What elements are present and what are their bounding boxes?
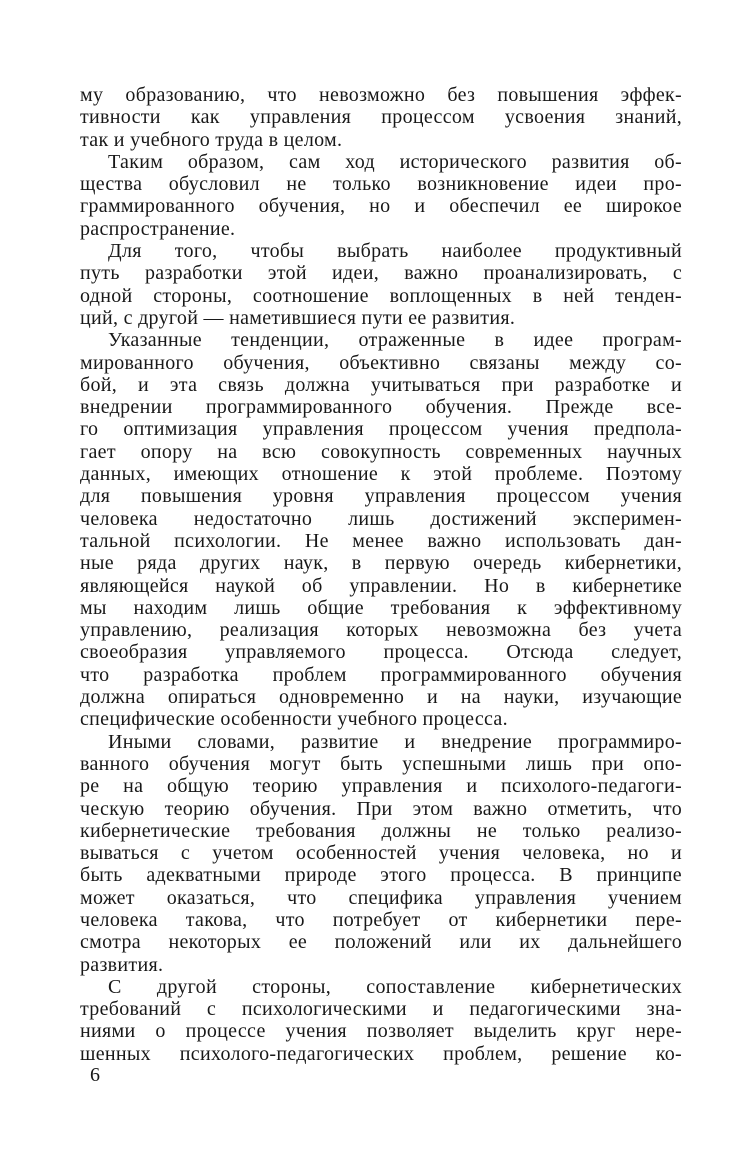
text-line: тивности как управления процессом усвоения знаний, — [80, 106, 682, 129]
text-line: данных, имеющих отношение к этой проблеме. Поэтому — [80, 463, 682, 486]
paragraph — [80, 151, 682, 240]
text-line: ческую теорию обучения. При этом важно отметить, что — [80, 797, 682, 820]
text-line: ций, с другой — наметившиеся пути ее развития. — [80, 306, 516, 329]
text-line: смотра некоторых ее положений или их дальнейшего — [80, 931, 682, 954]
text-line: для повышения уровня управления процессом учения — [80, 485, 682, 508]
text-line: должна опираться одновременно и на науки, изучающие — [80, 686, 682, 709]
text-line: ные ряда других наук, в первую очередь кибернетики, — [80, 552, 682, 575]
text-line: гает опору на всю совокупность современных научных — [80, 440, 682, 463]
text-line: специфические особенности учебного процесса. — [80, 708, 508, 731]
text-line: ниями о процессе учения позволяет выделить круг нере- — [80, 1020, 682, 1043]
text-line: мированного обучения, объективно связаны между со- — [80, 351, 682, 374]
text-line: Указанные тенденции, отраженные в идее програм- — [108, 329, 682, 352]
text-line: распространение. — [80, 217, 236, 240]
text-line: внедрении программированного обучения. Прежде все- — [80, 396, 682, 419]
text-line: человека недостаточно лишь достижений эксперимен- — [80, 507, 682, 530]
text-line: человека такова, что потребует от кибернетики пере- — [80, 908, 682, 931]
text-line: Иными словами, развитие и внедрение программиро- — [108, 730, 682, 753]
text-line: шенных психолого-педагогических проблем, решение ко- — [80, 1042, 682, 1065]
text-line: одной стороны, соотношение воплощенных в ней тенден- — [80, 284, 682, 307]
text-line: му образованию, что невозможно без повышения эффек- — [80, 84, 682, 106]
text-line: управлению, реализация которых невозможна без учета — [80, 619, 682, 642]
paragraph — [80, 329, 682, 730]
text-line: бой, и эта связь должна учитываться при разработке и — [80, 373, 682, 396]
text-line: С другой стороны, сопоставление кибернетических — [108, 975, 682, 998]
text-line: вываться с учетом особенностей учения человека, но и — [80, 842, 682, 865]
paragraph — [80, 976, 682, 1065]
text-line: Для того, чтобы выбрать наиболее продуктивный — [108, 240, 682, 263]
paragraph — [80, 240, 682, 329]
text-block — [80, 84, 682, 1065]
text-line: путь разработки этой идеи, важно проанализировать, с — [80, 262, 682, 285]
text-line: быть адекватными природе этого процесса. В принципе — [80, 864, 682, 887]
page-number: 6 — [90, 1064, 100, 1086]
text-line: ре на общую теорию управления и психолого-педагоги- — [80, 775, 682, 798]
text-line: ванного обучения могут быть успешными лишь при опо- — [80, 752, 682, 775]
text-line: мы находим лишь общие требования к эффективному — [80, 596, 682, 619]
text-line: может оказаться, что специфика управления учением — [80, 886, 682, 909]
paragraph — [80, 731, 682, 976]
text-line: го оптимизация управления процессом учения предпола- — [80, 418, 682, 441]
paragraph — [80, 84, 682, 151]
text-line: тальной психологии. Не менее важно использовать дан- — [80, 529, 682, 552]
text-line: так и учебного труда в целом. — [80, 128, 343, 151]
text-line: своеобразия управляемого процесса. Отсюда следует, — [80, 641, 682, 664]
text-line: являющейся наукой об управлении. Но в кибернетике — [80, 574, 682, 597]
text-line: граммированного обучения, но и обеспечил ее широкое — [80, 195, 682, 218]
text-line: развития. — [80, 953, 164, 976]
text-line: Таким образом, сам ход исторического развития об- — [108, 150, 682, 173]
text-line: кибернетические требования должны не только реализо- — [80, 819, 682, 842]
text-line: что разработка проблем программированного обучения — [80, 663, 682, 686]
text-line: щества обусловил не только возникновение идеи про- — [80, 173, 682, 196]
text-line: требований с психологическими и педагогическими зна- — [80, 998, 682, 1021]
